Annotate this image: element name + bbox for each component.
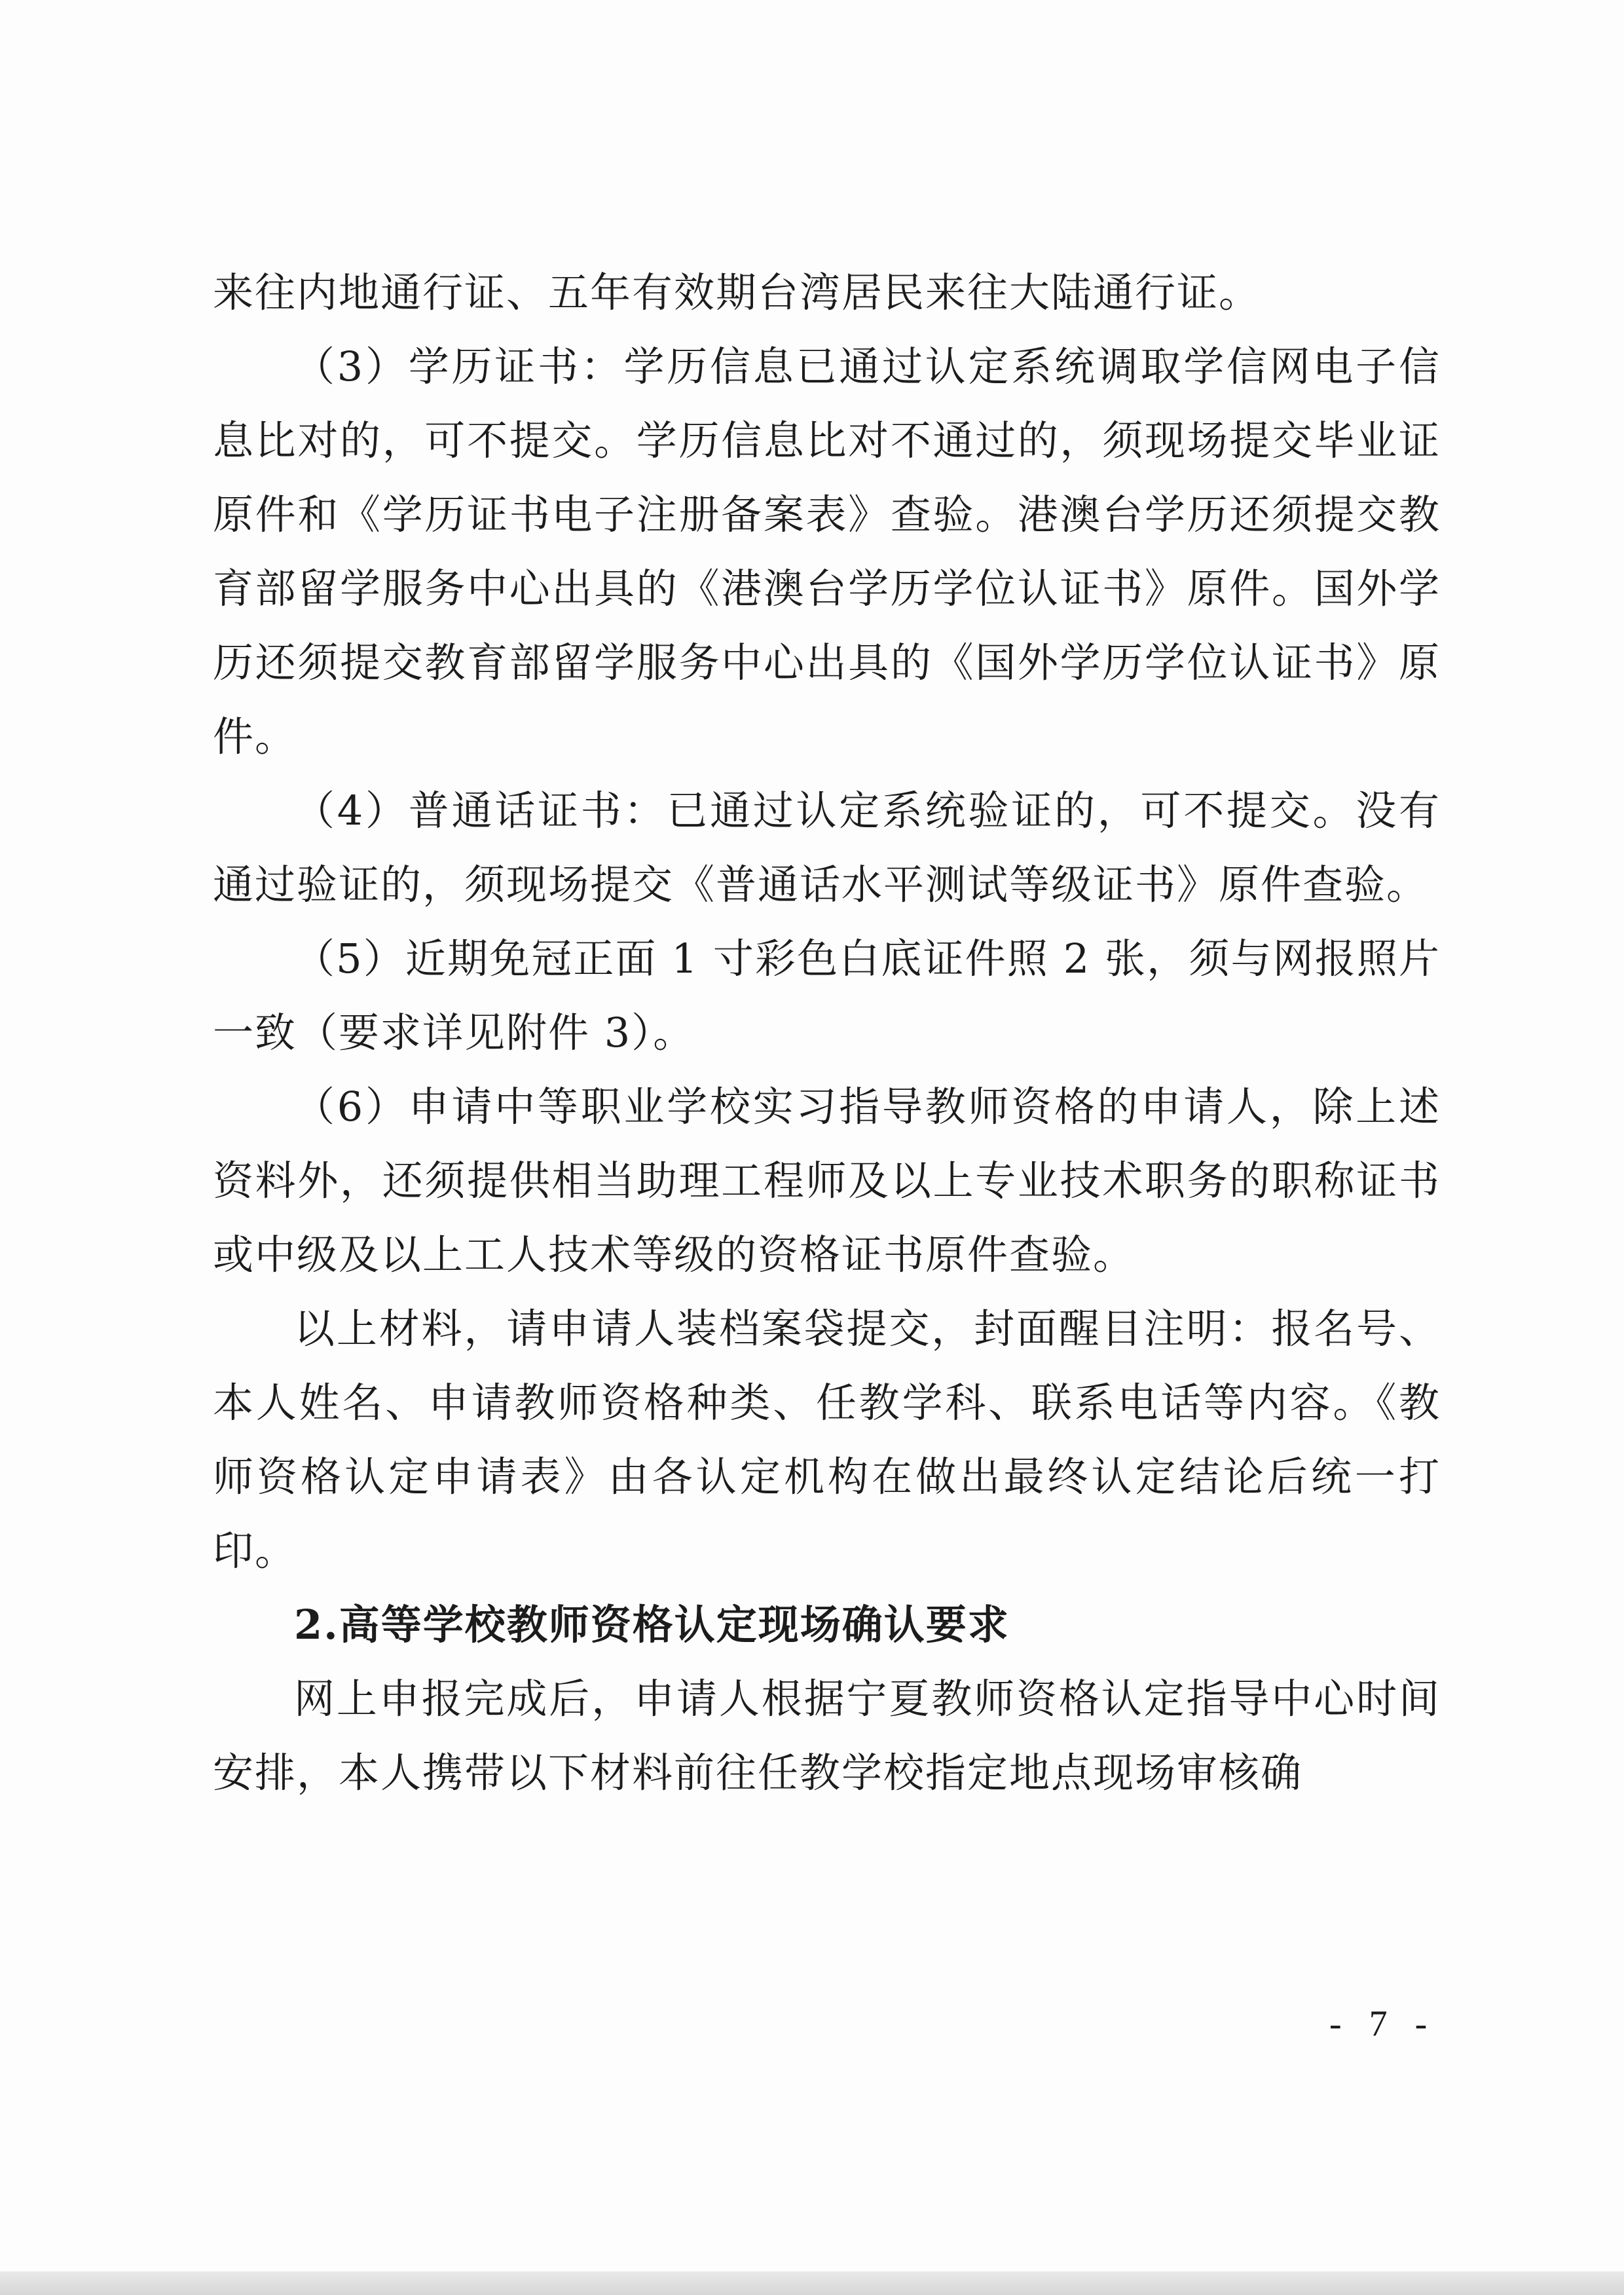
paragraph-submission-note: 以上材料，请申请人装档案袋提交，封面醒目注明：报名号、本人姓名、申请教师资格种类、任教学科、联系电话等内容。《教师资格认定申请表》由各认定机构在做出最终认定结论后统一打印。 [213, 1305, 1441, 1575]
document-body [213, 255, 1441, 1810]
paragraph-vocational-instructor: （6）申请中等职业学校实习指导教师资格的申请人，除上述资料外，还须提供相当助理工程师及以上专业技术职务的职称证书或中级及以上工人技术等级的资格证书原件查验。 [213, 1083, 1441, 1278]
paragraph-photo-requirement: （5）近期免冠正面 1 寸彩色白底证件照 2 张，须与网报照片一致（要求详见附件 3）。 [213, 935, 1441, 1056]
paragraph-education-certificate: （3）学历证书：学历信息已通过认定系统调取学信网电子信息比对的，可不提交。学历信息比对不通过的，须现场提交毕业证原件和《学历证书电子注册备案表》查验。港澳台学历还须提交教育部留学服务中心出具的《港澳台学历学位认证书》原件。国外学历还须提交教育部留学服务中心出具的《国外学历学位认证书》原件。 [213, 343, 1441, 760]
paragraph-continuation: 来往内地通行证、五年有效期台湾居民来往大陆通行证。 [213, 269, 1261, 316]
paragraph-mandarin-certificate: （4）普通话证书：已通过认定系统验证的，可不提交。没有通过验证的，须现场提交《普通话水平测试等级证书》原件查验。 [213, 787, 1441, 908]
paragraph-onsite-confirmation: 网上申报完成后，申请人根据宁夏教师资格认定指导中心时间安排，本人携带以下材料前往任教学校指定地点现场审核确 [213, 1675, 1441, 1797]
scan-edge-shadow [0, 2271, 1624, 2295]
page-number: - 7 - [1329, 2004, 1437, 2044]
section-heading: 2.高等学校教师资格认定现场确认要求 [294, 1601, 1010, 1649]
